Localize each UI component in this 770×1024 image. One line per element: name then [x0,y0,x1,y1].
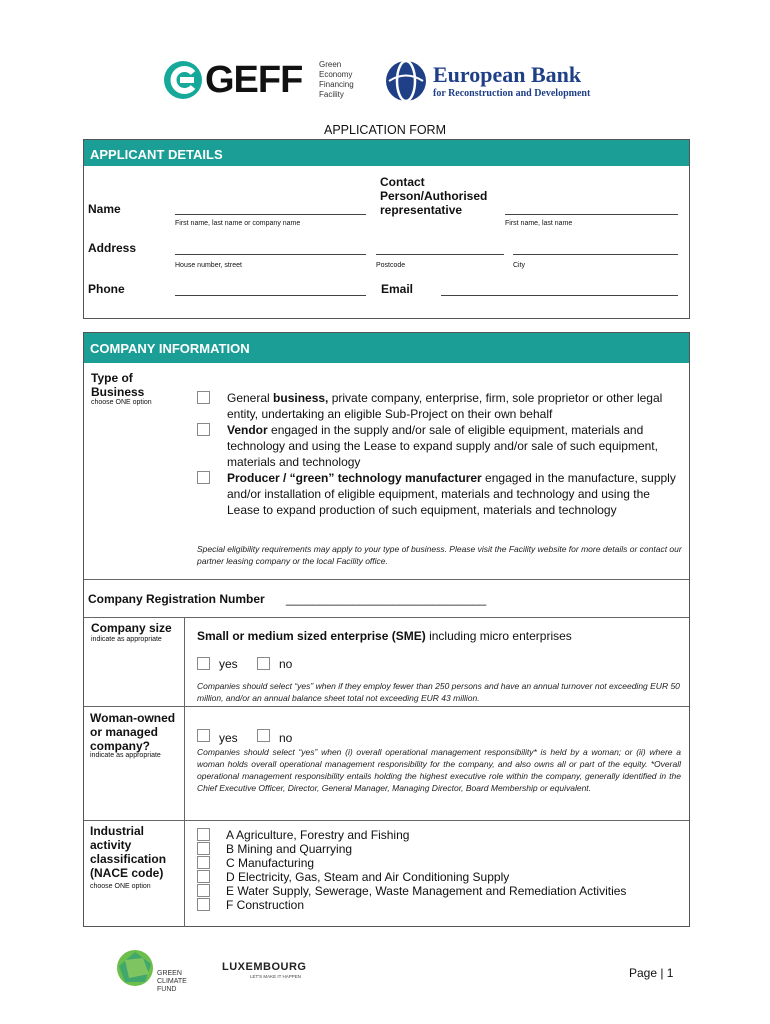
geff-logo [163,60,373,102]
woman-no-checkbox[interactable] [257,729,270,742]
divider-woman [84,820,689,821]
gcf-line-1: GREEN [157,970,182,977]
size-text [197,629,572,643]
type-producer-checkbox[interactable] [197,471,210,484]
type-option-vendor [227,422,679,470]
woman-yes-checkbox[interactable] [197,729,210,742]
address-street-field[interactable] [175,254,366,255]
nace-b-label: B Mining and Quarrying [226,842,353,856]
luxembourg-wordmark: LUXEMBOURG [222,961,307,973]
woman-no-label: no [279,731,293,745]
type-business-pre: General [227,391,274,405]
size-yes-checkbox[interactable] [197,657,210,670]
nace-b-checkbox[interactable] [197,842,210,855]
size-no-checkbox[interactable] [257,657,270,670]
woman-note: Companies should select “yes” when (i) overall operational management responsibility* is held by a woman; or (ii) where a woman holds overall operational management responsibility for the company, and also owns all or part of the equity. *Overall operational management responsibility entails holding the highest executive role within the company, generally identified in the Chief Executive Officer, Director, General Manager, Managing Director, Board Membership or equivalent. [197,747,681,793]
geff-tag-2: Economy [319,70,353,79]
woman-hint: indicate as appropriate [90,752,161,759]
ebrd-globe-icon [385,60,427,102]
email-field[interactable] [441,295,678,296]
divider-reg [84,617,689,618]
type-label: Type of Business [91,371,145,399]
size-hint: indicate as appropriate [91,636,162,643]
divider-size-col [184,617,185,706]
nace-c-label: C Manufacturing [226,856,315,870]
email-label: Email [381,282,414,296]
nace-a-checkbox[interactable] [197,828,210,841]
reg-label: Company Registration Number [88,592,265,606]
gcf-globe-icon [115,948,155,988]
geff-tag-3: Financing [319,80,354,89]
type-vendor-post: engaged in the supply and/or sale of eligible equipment, materials and technology and using the Lease to expand supply and/or sale of such equipment, materials and technology [227,423,658,469]
nace-d-checkbox[interactable] [197,870,210,883]
size-bold: Small or medium sized enterprise (SME) [197,629,426,643]
name-field[interactable] [175,214,366,215]
applicant-section-title: APPLICANT DETAILS [84,140,689,166]
ebrd-logo [385,60,615,102]
company-section-title: COMPANY INFORMATION [84,333,689,363]
address-city-hint: City [513,262,526,269]
luxembourg-tagline: LET'S MAKE IT HAPPEN [250,974,302,979]
address-label: Address [88,241,137,255]
nace-e-label: E Water Supply, Sewerage, Waste Management and Remediation Activities [226,884,627,898]
nace-e-checkbox[interactable] [197,884,210,897]
contact-field[interactable] [505,214,678,215]
type-option-producer [227,470,679,518]
divider-type [84,579,689,580]
size-note: Companies should select “yes” when if they employ fewer than 250 persons and have an annual turnover not exceeding EUR 50 million, and/or an annual balance sheet total not exceeding EUR 43 million. [197,681,680,703]
geff-tag-4: Facility [319,90,344,99]
nace-d-label: D Electricity, Gas, Steam and Air Conditioning Supply [226,870,510,884]
gcf-logo [115,948,205,998]
luxembourg-logo [222,961,322,985]
nace-f-label: F Construction [226,898,305,912]
woman-yes-label: yes [219,731,238,745]
contact-label: Contact Person/Authorised representative [380,175,488,217]
gcf-line-3: FUND [157,986,177,993]
woman-label: Woman-owned or managed company? [90,711,176,753]
address-postcode-hint: Postcode [376,262,406,269]
type-business-bold: business, [273,391,329,405]
type-vendor-checkbox[interactable] [197,423,210,436]
type-producer-post: engaged in the manufacture, supply and/or installation of eligible equipment, materials and technology and using the Lease to expand production of such equipment, materials and technology [227,471,676,517]
gcf-line-2: CLIMATE [157,978,187,985]
divider-size [84,706,689,707]
contact-hint: First name, last name [505,220,573,227]
geff-tag-1: Green [319,60,342,69]
nace-a-label: A Agriculture, Forestry and Fishing [226,828,410,842]
type-producer-bold: Producer / “green” technology manufacturer [227,471,482,485]
address-postcode-field[interactable] [376,254,504,255]
name-hint: First name, last name or company name [175,220,301,227]
address-street-hint: House number, street [175,262,242,269]
type-note: Special eligibility requirements may apply to your type of business. Please visit the Facility website for more details or contact our partner leasing company or the local Facility office. [197,544,682,566]
phone-label: Phone [88,282,125,296]
ebrd-name: European Bank [433,62,582,87]
reg-field[interactable]: ______________________________ [286,592,487,606]
divider-nace-col [184,820,185,927]
type-business-post: private company, enterprise, firm, sole proprietor or other legal entity, undertaking an eligible Sub-Project on their own behalf [227,391,663,421]
geff-c-icon [163,60,203,100]
type-option-business [227,390,679,422]
geff-wordmark: GEFF [205,59,303,101]
address-city-field[interactable] [513,254,678,255]
size-rest: including micro enterprises [425,629,572,643]
type-hint: choose ONE option [91,399,152,406]
size-no-label: no [279,657,293,671]
size-yes-label: yes [219,657,238,671]
name-label: Name [88,202,121,216]
form-title: APPLICATION FORM [323,123,446,137]
phone-field[interactable] [175,295,366,296]
ebrd-subtitle: for Reconstruction and Development [433,88,591,99]
size-label: Company size [91,621,172,635]
nace-label: Industrial activity classification (NACE code) [90,824,167,880]
page-number: Page | 1 [629,966,674,980]
type-business-checkbox[interactable] [197,391,210,404]
nace-hint: choose ONE option [90,883,151,890]
nace-c-checkbox[interactable] [197,856,210,869]
type-vendor-bold: Vendor [227,423,268,437]
nace-f-checkbox[interactable] [197,898,210,911]
